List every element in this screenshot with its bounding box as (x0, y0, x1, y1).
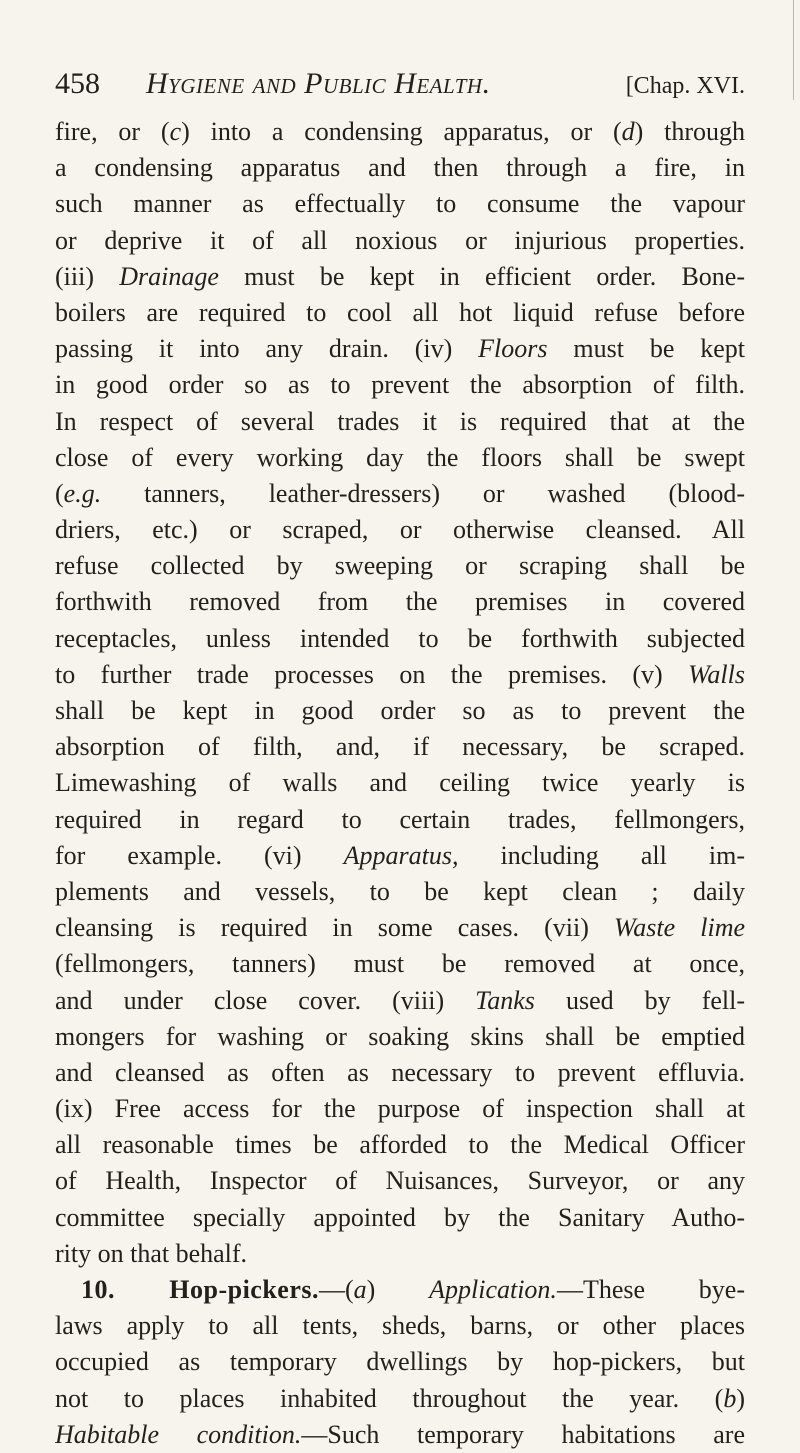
chapter-marker: [Chap. XVI. (625, 73, 745, 99)
text-run: rity on that behalf. (55, 1238, 248, 1268)
text-run: plements and vessels, to be kept clean ; daily (55, 876, 745, 906)
text-run: —These bye- (556, 1275, 745, 1304)
italic-text: e.g. (63, 478, 102, 508)
italic-text: c (169, 117, 182, 146)
text-line (55, 765, 745, 801)
text-line (55, 1019, 745, 1055)
text-line (55, 802, 745, 838)
text-run: ) through (634, 117, 745, 146)
text-run: not to places inhabited throughout the year. ( (55, 1383, 724, 1413)
text-run: (ix) Free access for the purpose of inspection shall at (55, 1094, 745, 1124)
text-run: including all im- (458, 840, 745, 870)
text-line (55, 1055, 745, 1091)
text-line (55, 1417, 745, 1453)
text-line (55, 512, 745, 548)
text-line (55, 910, 745, 946)
section-heading: 10. Hop-pickers. (81, 1275, 319, 1304)
text-line (55, 1308, 745, 1344)
text-run: or deprive it of all noxious or injurious properties. (55, 225, 745, 255)
italic-text: Habitable condition. (55, 1419, 302, 1449)
italic-text: Floors (478, 334, 548, 364)
text-run: (fellmongers, tanners) must be removed at once, (55, 949, 745, 979)
text-run: shall be kept in good order so as to prevent the (55, 696, 745, 725)
italic-text: b (723, 1383, 737, 1413)
text-line (55, 440, 745, 476)
text-run: (iii) (55, 261, 120, 291)
text-run: boilers are required to cool all hot liquid refuse before (55, 297, 745, 327)
text-run: committee specially appointed by the Sanitary Autho- (55, 1202, 745, 1232)
text-run: for example. (vi) (55, 840, 344, 870)
text-run: all reasonable times be afforded to the Medical Officer (55, 1130, 745, 1160)
italic-text: Waste lime (614, 913, 745, 943)
body-text (55, 114, 745, 1453)
text-line (55, 838, 745, 874)
text-run: ) (366, 1275, 430, 1304)
text-run: a condensing apparatus and then through a fire, in (55, 153, 745, 183)
text-run: occupied as temporary dwellings by hop-pickers, but (55, 1347, 745, 1377)
text-run: tanners, leather-dressers) or washed (blood- (101, 478, 745, 508)
page-number: 458 (55, 67, 100, 100)
text-run: and under close cover. (viii) (55, 985, 476, 1015)
text-line (55, 186, 745, 222)
text-run: passing it into any drain. (iv) (55, 334, 479, 364)
text-run: —Such temporary habitations are (301, 1419, 745, 1449)
text-line (55, 621, 745, 657)
text-run: of Health, Inspector of Nuisances, Surveyor, or any (55, 1166, 745, 1196)
text-line (55, 548, 745, 584)
text-line (55, 1127, 745, 1163)
italic-text: Application. (429, 1275, 557, 1304)
text-line (55, 1236, 745, 1272)
text-run: ) into a condensing apparatus, or ( (181, 117, 622, 146)
text-line (55, 1344, 745, 1380)
text-run: must be kept in efficient order. Bone- (218, 261, 745, 291)
text-line (55, 1200, 745, 1236)
text-line (55, 114, 745, 150)
text-run: receptacles, unless intended to be forthwith subjected (55, 623, 745, 653)
text-line (55, 874, 745, 910)
text-run: absorption of filth, and, if necessary, be scraped. (55, 732, 745, 762)
text-line (55, 693, 745, 729)
text-line (55, 1381, 745, 1417)
text-run: must be kept (547, 334, 745, 364)
text-line (55, 983, 745, 1019)
text-run: ) (736, 1383, 745, 1413)
text-run: mongers for washing or soaking skins shall be emptied (55, 1021, 745, 1051)
text-line (55, 657, 745, 693)
text-run: cleansing is required in some cases. (vii) (55, 913, 614, 943)
text-line (55, 1091, 745, 1127)
page-edge (793, 0, 794, 100)
italic-text: Apparatus, (343, 840, 459, 870)
italic-text: Tanks (475, 985, 535, 1015)
text-line (55, 367, 745, 403)
text-line (55, 259, 745, 295)
text-line (55, 150, 745, 186)
text-run: close of every working day the floors shall be swept (55, 442, 745, 472)
text-run: refuse collected by sweeping or scraping shall be (55, 551, 745, 581)
text-run: forthwith removed from the premises in covered (55, 587, 745, 617)
text-run: required in regard to certain trades, fellmongers, (55, 804, 745, 834)
text-line (55, 295, 745, 331)
italic-text: Walls (688, 659, 745, 689)
text-line (55, 223, 745, 259)
italic-text: Drainage (119, 261, 219, 291)
italic-text: d (621, 117, 635, 146)
text-run: —( (319, 1275, 354, 1304)
text-run: In respect of several trades it is required that at the (55, 406, 745, 436)
text-run: and cleansed as often as necessary to prevent effluvia. (55, 1057, 745, 1087)
text-line (55, 729, 745, 765)
text-run: driers, etc.) or scraped, or otherwise cleansed. All (55, 515, 745, 545)
text-run: used by fell- (534, 985, 745, 1015)
italic-text: a (353, 1275, 367, 1304)
text-line (55, 1163, 745, 1199)
text-run: ( (55, 478, 64, 508)
text-line (55, 476, 745, 512)
text-line (55, 1272, 745, 1308)
text-run: such manner as effectually to consume the vapour (55, 189, 745, 219)
text-run: fire, or ( (55, 117, 170, 146)
running-title: Hygiene and Public Health. (146, 67, 491, 100)
text-line (55, 404, 745, 440)
text-run: laws apply to all tents, sheds, barns, or other places (55, 1311, 745, 1341)
text-line (55, 331, 745, 367)
text-run: to further trade processes on the premises. (v) (55, 659, 689, 689)
text-run: Limewashing of walls and ceiling twice yearly is (55, 768, 745, 798)
text-line (55, 946, 745, 982)
text-line (55, 584, 745, 620)
text-run: in good order so as to prevent the absorption of filth. (55, 370, 745, 400)
